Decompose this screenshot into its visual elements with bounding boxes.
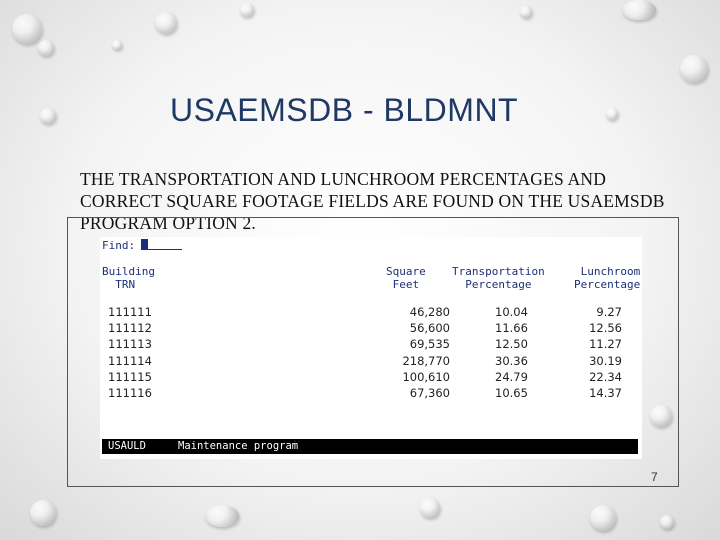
table-cell-transportation[interactable]: 30.36 [495, 353, 528, 368]
column-transportation [495, 304, 528, 401]
water-drop-decoration [420, 498, 440, 518]
water-drop-decoration [205, 505, 239, 527]
table-cell-lunchroom[interactable]: 22.34 [589, 369, 622, 384]
table-cell-lunchroom[interactable]: 12.56 [589, 321, 622, 336]
title-program: USAEMSDB [170, 92, 354, 128]
water-drop-decoration [30, 500, 56, 526]
table-cell-transportation[interactable]: 24.79 [495, 369, 528, 384]
water-drop-decoration [12, 14, 42, 44]
table-cell-trn[interactable]: 111112 [108, 321, 152, 336]
water-drop-decoration [38, 40, 54, 56]
find-input[interactable] [148, 249, 182, 250]
water-drop-decoration [40, 108, 56, 124]
water-drop-decoration [660, 515, 674, 529]
table-cell-lunchroom[interactable]: 14.37 [589, 386, 622, 401]
table-cell-square-feet[interactable]: 218,770 [402, 353, 450, 368]
table-cell-transportation[interactable]: 12.50 [495, 337, 528, 352]
table-cell-transportation[interactable]: 11.66 [495, 321, 528, 336]
header-lunchroom-percentage: Lunchroom Percentage [574, 265, 641, 291]
water-drop-decoration [240, 3, 254, 17]
slide-body-text: THE TRANSPORTATION AND LUNCHROOM PERCENTAGES AND CORRECT SQUARE FOOTAGE FIELDS ARE FOUND ON THE USAEMSDB PROGRAM OPTION 2. [80, 169, 665, 233]
table-cell-trn[interactable]: 111116 [108, 386, 152, 401]
header-transportation-percentage: Transportation Percentage [452, 265, 545, 291]
find-input-cursor[interactable] [141, 239, 148, 250]
water-drop-decoration [112, 40, 122, 50]
table-cell-square-feet[interactable]: 69,535 [409, 337, 450, 352]
status-description: Maintenance program [178, 440, 299, 452]
status-program-code: USAULD [108, 440, 146, 452]
terminal-screen [100, 237, 642, 459]
water-drop-decoration [155, 12, 177, 34]
water-drop-decoration [520, 6, 532, 18]
water-drop-decoration [622, 0, 656, 20]
slide-title [170, 92, 518, 129]
table-cell-lunchroom[interactable]: 30.19 [589, 353, 622, 368]
table-cell-square-feet[interactable]: 46,280 [409, 305, 450, 319]
table-cell-lunchroom[interactable]: 11.27 [589, 337, 622, 352]
table-cell-square-feet[interactable]: 67,360 [409, 386, 450, 401]
title-screen: BLDMNT [383, 92, 519, 128]
page-number: 7 [651, 470, 658, 484]
table-cell-trn[interactable]: 111114 [108, 353, 152, 368]
water-drop-decoration [590, 505, 616, 531]
table-cell-trn[interactable]: 111111 [108, 305, 152, 319]
header-building-trn: Building TRN [102, 265, 155, 291]
column-trn [108, 304, 152, 401]
table-cell-trn[interactable]: 111113 [108, 337, 152, 352]
water-drop-decoration [680, 55, 708, 83]
table-cell-transportation[interactable]: 10.04 [495, 305, 528, 319]
table-cell-square-feet[interactable]: 56,600 [409, 321, 450, 336]
table-cell-trn[interactable]: 111115 [108, 369, 152, 384]
find-row [102, 239, 182, 252]
table-cell-transportation[interactable]: 10.65 [495, 386, 528, 401]
column-square-feet [390, 304, 450, 401]
status-bar [102, 439, 638, 454]
title-separator: - [353, 92, 384, 128]
table-cell-square-feet[interactable]: 100,610 [402, 369, 450, 384]
table-cell-lunchroom[interactable]: 9.27 [596, 305, 622, 319]
header-square-feet: Square Feet [386, 265, 426, 291]
water-drop-decoration [606, 108, 618, 120]
find-label: Find: [102, 239, 136, 252]
column-lunchroom [578, 304, 622, 401]
